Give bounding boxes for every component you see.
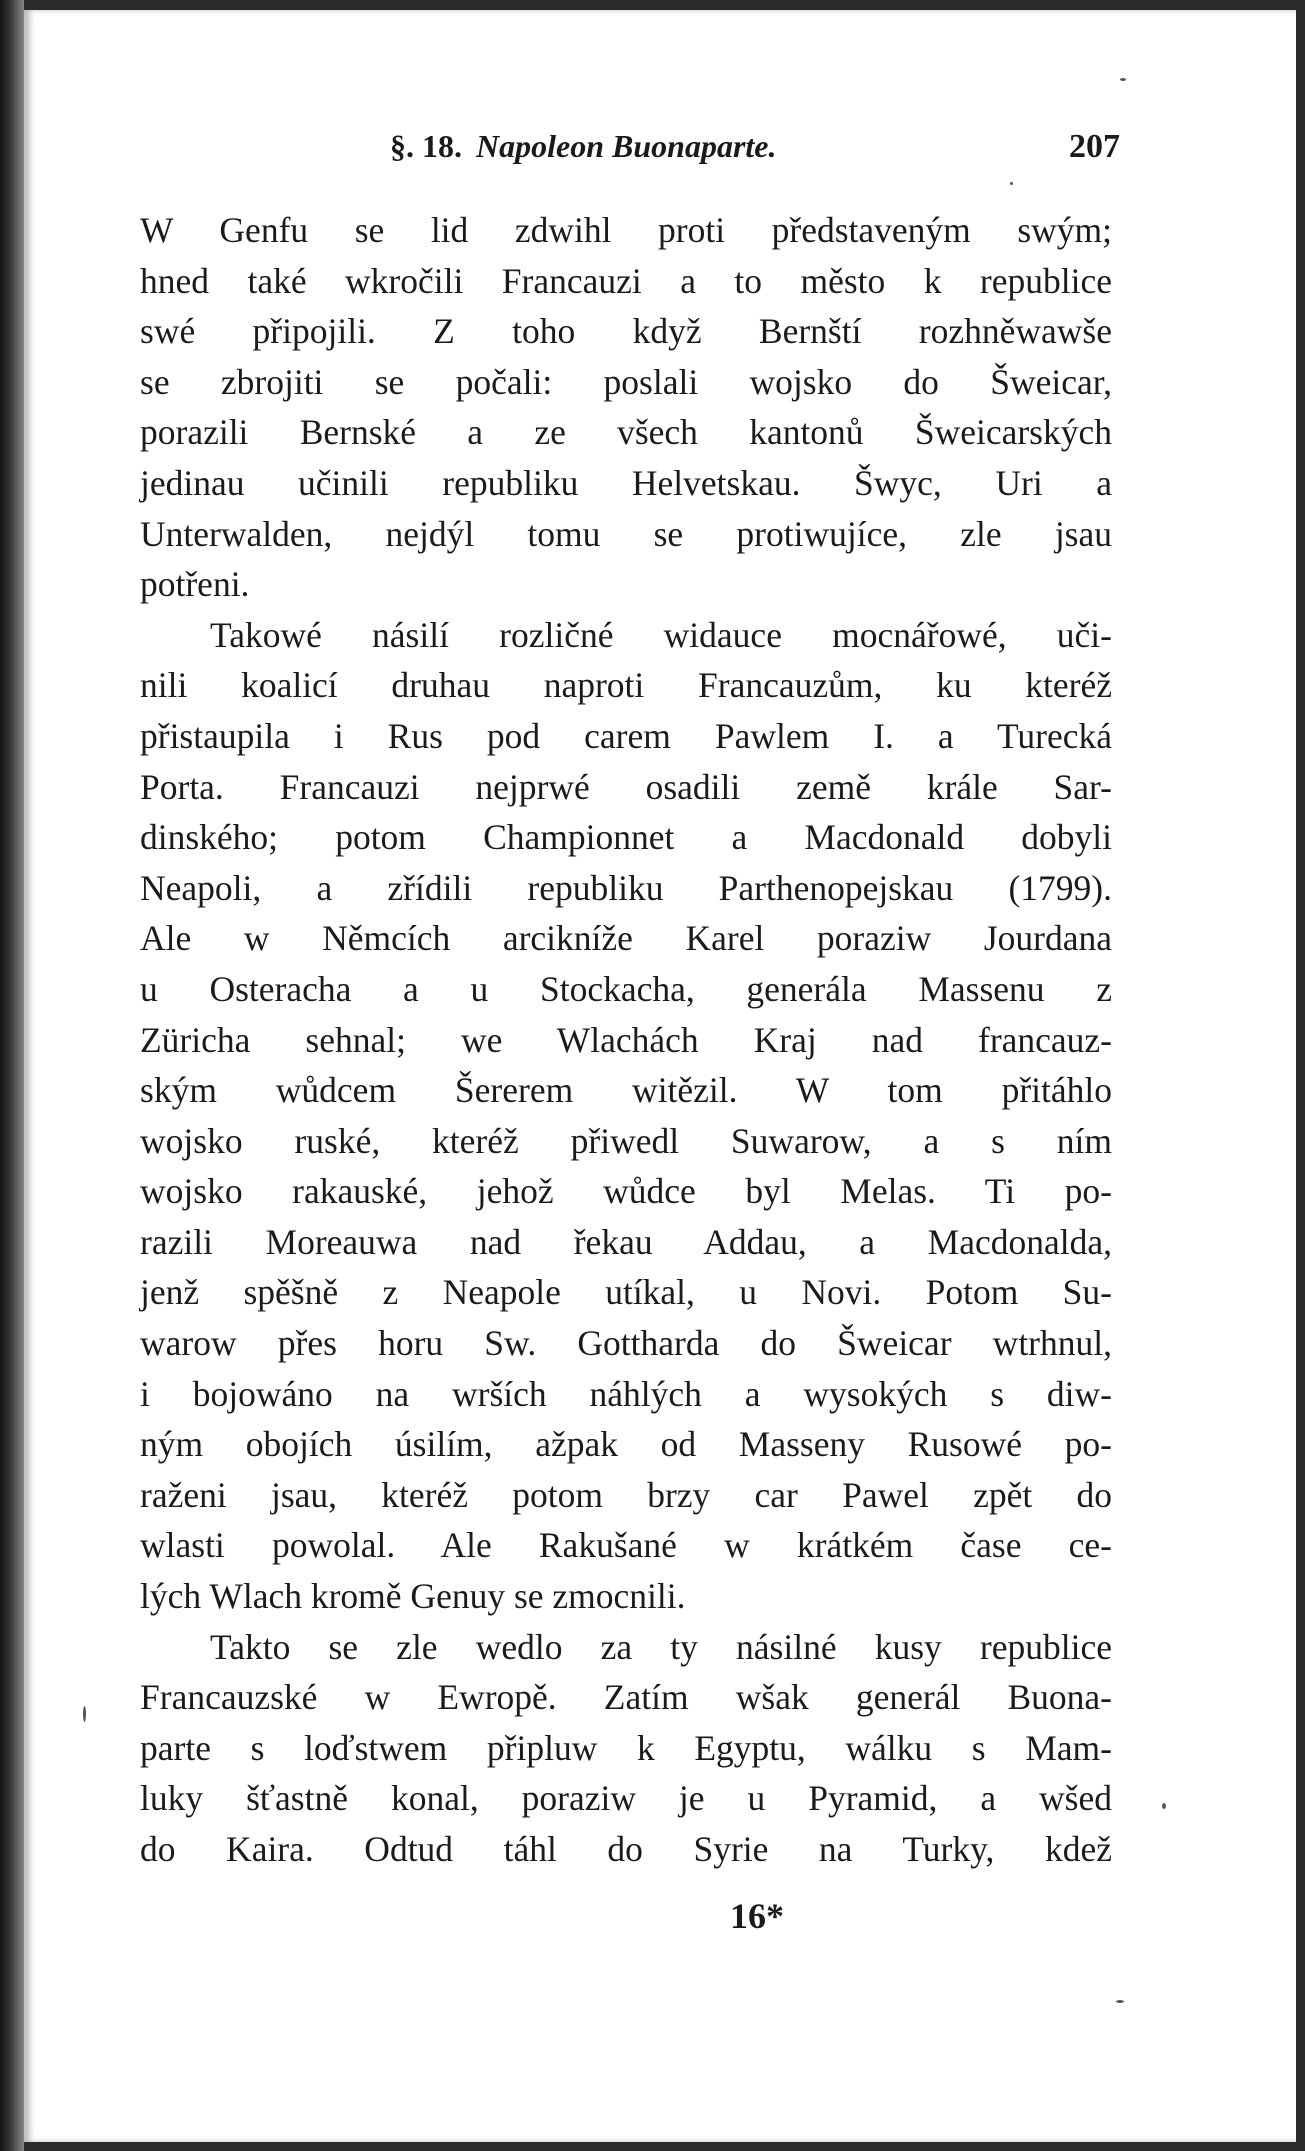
ink-speck [1162, 1803, 1166, 1809]
ink-speck [1010, 182, 1013, 185]
text-line: razili Moreauwa nad řekau Addau, a Macdonalda, [140, 1221, 1112, 1262]
text-line: jedinau učinili republiku Helvetskau. Šwyc, Uri a [140, 462, 1112, 503]
text-line: W Genfu se lid zdwihl proti představeným swým; [140, 210, 1112, 250]
text-line: swé připojili. Z toho když Bernští rozhněwawše [140, 311, 1112, 352]
text-line: porazili Bernské a ze všech kantonů Šweicarských [140, 412, 1112, 453]
ink-speck [1120, 78, 1126, 81]
text-line: dinského; potom Championnet a Macdonald dobyli [140, 817, 1112, 858]
ink-speck [83, 1706, 86, 1722]
text-line: do Kaira. Odtud táhl do Syrie na Turky, kdež [140, 1829, 1112, 1869]
section-number: §. 18. [390, 128, 462, 164]
text-line: Unterwalden, nejdýl tomu se protiwujíce, zle jsau [140, 513, 1112, 554]
text-line: Neapoli, a zřídili republiku Parthenopejskau (1799). [140, 867, 1112, 908]
section-heading [390, 128, 776, 165]
text-line: wlasti powolal. Ale Rakušané w krátkém čase ce- [140, 1525, 1112, 1566]
text-line: přistaupila i Rus pod carem Pawlem I. a Turecká [140, 715, 1112, 756]
text-line: jenž spěšně z Neapole utíkal, u Novi. Potom Su- [140, 1272, 1112, 1313]
body-text [140, 205, 1112, 1875]
text-line: ským wůdcem Šererem witězil. W tom přitáhlo [140, 1070, 1112, 1111]
page-header [140, 128, 1120, 178]
signature-mark: 16* [730, 1896, 784, 1936]
text-line: Ale w Němcích arcikníže Karel poraziw Jourdana [140, 918, 1112, 959]
text-line: Francauzské w Ewropě. Zatím wšak generál Buona- [140, 1677, 1112, 1718]
running-title: Napoleon Buonaparte. [476, 128, 777, 164]
text-line: u Osteracha a u Stockacha, generála Massenu z [140, 968, 1112, 1009]
text-line: se zbrojiti se počali: poslali wojsko do Šweicar, [140, 361, 1112, 402]
paragraph-start-line: Takowé násilí rozličné widauce mocnářowé, uči- [210, 614, 1112, 655]
text-line: raženi jsau, kteréž potom brzy car Pawel zpět do [140, 1474, 1112, 1515]
text-line: Porta. Francauzi nejprwé osadili země krále Sar- [140, 766, 1112, 807]
ink-speck [1116, 2000, 1124, 2003]
text-line: lých Wlach kromě Genuy se zmocnili. [140, 1576, 686, 1617]
text-line: i bojowáno na wrších náhlých a wysokých s diw- [140, 1373, 1112, 1414]
text-line: wojsko ruské, kteréž přiwedl Suwarow, a s ním [140, 1120, 1112, 1161]
text-line: Züricha sehnal; we Wlachách Kraj nad francauz- [140, 1019, 1112, 1060]
text-line: hned také wkročili Francauzi a to město k republice [140, 260, 1112, 301]
text-line: warow přes horu Sw. Gottharda do Šweicar wtrhnul, [140, 1323, 1112, 1364]
text-line: parte s loďstwem připluw k Egyptu, wálku s Mam- [140, 1727, 1112, 1768]
text-line: luky šťastně konal, poraziw je u Pyramid, a wšed [140, 1778, 1112, 1819]
text-line: wojsko rakauské, jehož wůdce byl Melas. Ti po- [140, 1171, 1112, 1212]
text-line: ným obojích úsilím, ažpak od Masseny Rusowé po- [140, 1424, 1112, 1465]
text-line: potřeni. [140, 564, 250, 605]
book-binding-edge [0, 0, 24, 2151]
text-line: nili koalicí druhau naproti Francauzům, ku kteréž [140, 665, 1112, 706]
page-number: 207 [1069, 128, 1120, 165]
paragraph-start-line: Takto se zle wedlo za ty násilné kusy republice [210, 1626, 1112, 1667]
